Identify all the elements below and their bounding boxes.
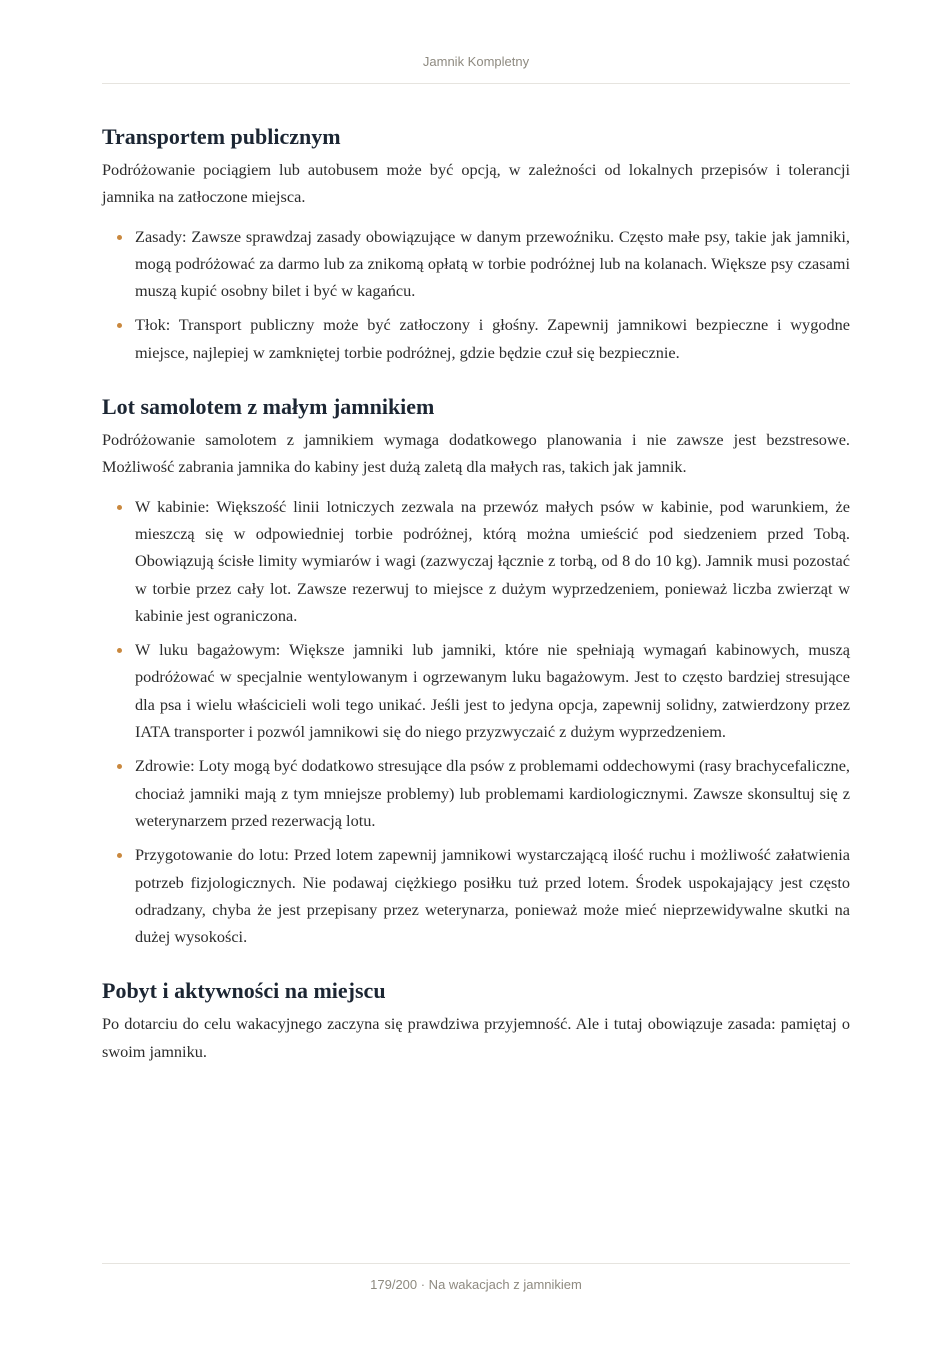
section-heading: Lot samolotem z małym jamnikiem xyxy=(102,394,435,420)
section-heading: Transportem publicznym xyxy=(102,124,341,149)
bullet-list xyxy=(102,493,850,951)
running-header: Jamnik Kompletny xyxy=(422,54,530,69)
header-divider xyxy=(102,83,850,84)
section-public-transport xyxy=(102,122,850,366)
section-intro: Po dotarciu do celu wakacyjnego zaczyna się prawdziwa przyjemność. Ale i tutaj obowiązuje zasada: pamiętaj o swoim jamniku. xyxy=(102,1014,850,1061)
list-item: Zdrowie: Loty mogą być dodatkowo stresujące dla psów z problemami oddechowymi (rasy brachycefaliczne, chociaż jamniki mają z tym mniejsze problemy) lub problemami kardiologicznymi. Zawsze skonsultuj się z weterynarzem przed rezerwacją lotu. xyxy=(135,752,850,834)
list-item: W kabinie: Większość linii lotniczych zezwala na przewóz małych psów w kabinie, pod warunkiem, że mieszczą się w odpowiedniej torbie podróżnej, którą można umieścić pod siedzeniem przed Tobą. Obowiązują ścisłe limity wymiarów i wagi (zazwyczaj łącznie z torbą, od 8 do 10 kg). Jamnik musi pozostać w torbie przez cały lot. Zawsze rezerwuj to miejsce z dużym wyprzedzeniem, ponieważ liczba zwierząt w kabinie jest ograniczona. xyxy=(135,493,850,629)
section-stay-activities xyxy=(102,976,850,1065)
list-item: W luku bagażowym: Większe jamniki lub jamniki, które nie spełniają wymagań kabinowych, muszą podróżować w specjalnie wentylowanym i ogrzewanym luku bagażowym. Jest to często bardziej stresujące dla psa i wielu właścicieli woli tego unikać. Jeśli jest to jedyna opcja, zapewnij solidny, zatwierdzony przez IATA transporter i pozwól jamnikowi się do niego przyzwyczaić z dużym wyprzedzeniem. xyxy=(135,636,850,745)
section-heading: Pobyt i aktywności na miejscu xyxy=(102,978,386,1004)
section-intro: Podróżowanie pociągiem lub autobusem może być opcją, w zależności od lokalnych przepisów i tolerancji jamnika na zatłoczone miejsca. xyxy=(102,160,850,207)
list-item: Tłok: Transport publiczny może być zatłoczony i głośny. Zapewnij jamnikowi bezpieczne i wygodne miejsce, najlepiej w zamkniętej torbie podróżnej, gdzie będzie czuł się bezpiecznie. xyxy=(135,311,850,366)
list-item: Zasady: Zawsze sprawdzaj zasady obowiązujące w danym przewoźniku. Często małe psy, takie jak jamniki, mogą podróżować za darmo lub za znikomą opłatą w torbie podróżnej lub na kolanach. Większe psy czasami muszą kupić osobny bilet i być w kagańcu. xyxy=(135,223,850,305)
section-plane-travel xyxy=(102,392,850,950)
bullet-list xyxy=(102,223,850,366)
footer-divider xyxy=(102,1263,850,1264)
section-intro: Podróżowanie samolotem z jamnikiem wymaga dodatkowego planowania i nie zawsze jest bezstresowe. Możliwość zabrania jamnika do kabiny jest dużą zaletą dla małych ras, takich jak jamnik. xyxy=(102,430,850,477)
page-number-footer: 179/200 · Na wakacjach z jamnikiem xyxy=(370,1277,582,1292)
page-content xyxy=(102,122,850,1065)
list-item: Przygotowanie do lotu: Przed lotem zapewnij jamnikowi wystarczającą ilość ruchu i możliwość załatwienia potrzeb fizjologicznych. Nie podawaj ciężkiego posiłku tuż przed lotem. Środek uspokajający jest często odradzany, chyba że jest przepisany przez weterynarza, ponieważ może mieć nieprzewidywalne skutki na dużej wysokości. xyxy=(135,841,850,950)
